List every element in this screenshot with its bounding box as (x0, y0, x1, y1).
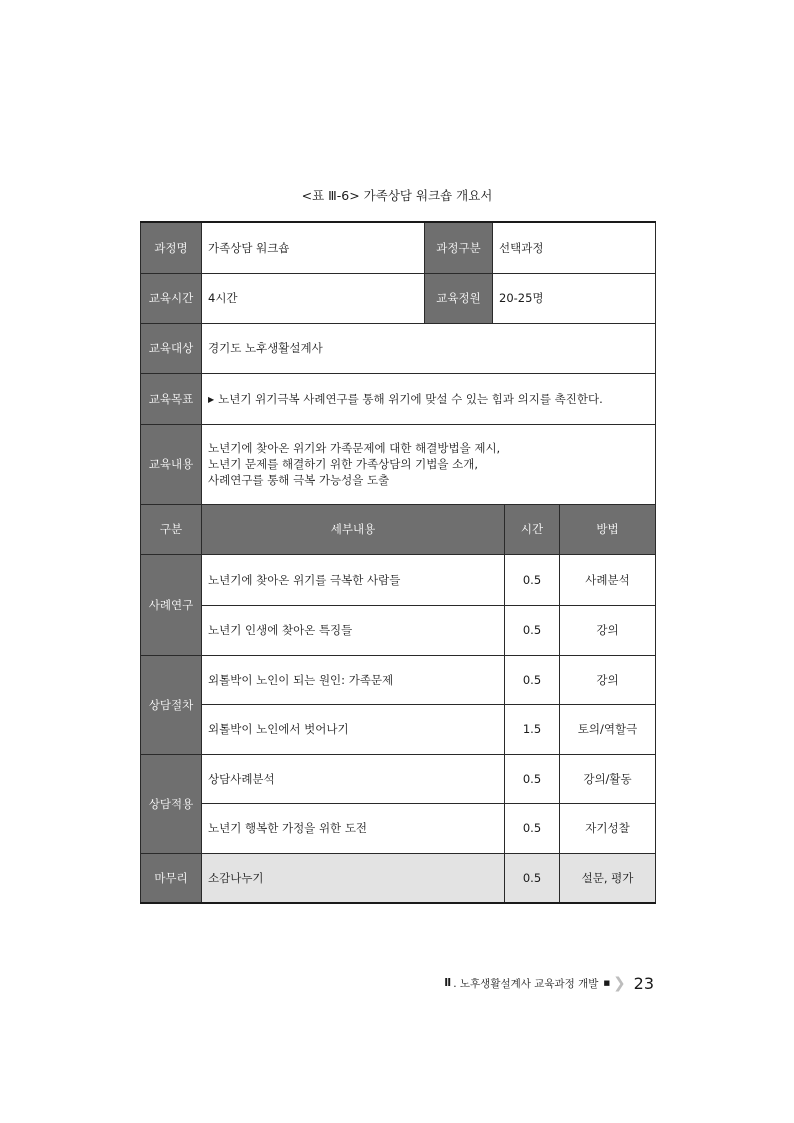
time-cell: 0.5 (505, 853, 560, 903)
content-value (202, 424, 656, 504)
page-footer (444, 971, 654, 995)
content-line: 노년기에 찾아온 위기와 가족문제에 대한 해결방법을 제시, (208, 441, 501, 455)
row-course-name (141, 222, 656, 273)
capacity-label: 교육정원 (425, 273, 493, 323)
time-cell: 0.5 (505, 754, 560, 803)
schedule-row (141, 803, 656, 853)
target-value: 경기도 노후생활설계사 (202, 323, 656, 373)
method-cell: 토의/역할극 (560, 704, 656, 754)
page-number: 23 (633, 973, 654, 993)
method-cell: 강의 (560, 655, 656, 704)
chapter-numeral: Ⅱ (444, 977, 452, 989)
detail-cell: 외톨박이 노인에서 벗어나기 (202, 704, 505, 754)
detail-cell: 외톨박이 노인이 되는 원인: 가족문제 (202, 655, 505, 704)
method-cell: 사례분석 (560, 554, 656, 605)
method-cell: 설문, 평가 (560, 853, 656, 903)
detail-cell: 소감나누기 (202, 853, 505, 903)
detail-cell: 노년기에 찾아온 위기를 극복한 사람들 (202, 554, 505, 605)
time-cell: 0.5 (505, 803, 560, 853)
square-bullet-icon: ■ (603, 979, 611, 987)
schedule-row (141, 704, 656, 754)
schedule-row (141, 754, 656, 803)
course-name-label: 과정명 (141, 222, 202, 273)
detail-cell: 상담사례분석 (202, 754, 505, 803)
course-overview-table (140, 221, 656, 904)
schedule-row (141, 554, 656, 605)
detail-cell: 노년기 행복한 가정을 위한 도전 (202, 803, 505, 853)
row-duration (141, 273, 656, 323)
category-cell: 마무리 (141, 853, 202, 903)
method-cell: 자기성찰 (560, 803, 656, 853)
course-name-value: 가족상담 워크숍 (202, 222, 425, 273)
method-cell: 강의/활동 (560, 754, 656, 803)
triangle-bullet-icon: ▶ (208, 394, 215, 404)
course-type-value: 선택과정 (493, 222, 656, 273)
category-cell: 상담적용 (141, 754, 202, 853)
header-category: 구분 (141, 504, 202, 554)
schedule-row (141, 853, 656, 903)
row-content (141, 424, 656, 504)
content-line: 사례연구를 통해 극복 가능성을 도출 (208, 473, 390, 487)
content-label: 교육내용 (141, 424, 202, 504)
chapter-title: . 노후생활설계사 교육과정 개발 (453, 977, 599, 990)
duration-label: 교육시간 (141, 273, 202, 323)
time-cell: 0.5 (505, 605, 560, 655)
time-cell: 0.5 (505, 655, 560, 704)
header-time: 시간 (505, 504, 560, 554)
content-line: 노년기 문제를 해결하기 위한 가족상담의 기법을 소개, (208, 457, 478, 471)
category-cell: 상담절차 (141, 655, 202, 754)
table-caption: <표 Ⅲ-6> 가족상담 워크숍 개요서 (301, 188, 493, 203)
schedule-row (141, 605, 656, 655)
header-detail: 세부내용 (202, 504, 505, 554)
header-method: 방법 (560, 504, 656, 554)
schedule-row (141, 655, 656, 704)
target-label: 교육대상 (141, 323, 202, 373)
goal-label: 교육목표 (141, 373, 202, 424)
time-cell: 1.5 (505, 704, 560, 754)
row-goal (141, 373, 656, 424)
method-cell: 강의 (560, 605, 656, 655)
chevron-right-icon: ❯ (613, 974, 626, 992)
schedule-header-row (141, 504, 656, 554)
duration-value: 4시간 (202, 273, 425, 323)
category-cell: 사례연구 (141, 554, 202, 655)
course-type-label: 과정구분 (425, 222, 493, 273)
goal-value: 노년기 위기극복 사례연구를 통해 위기에 맞설 수 있는 힘과 의지를 촉진한다. (218, 391, 603, 406)
capacity-value: 20-25명 (493, 273, 656, 323)
row-target (141, 323, 656, 373)
goal-cell (202, 373, 656, 424)
time-cell: 0.5 (505, 554, 560, 605)
detail-cell: 노년기 인생에 찾아온 특징들 (202, 605, 505, 655)
